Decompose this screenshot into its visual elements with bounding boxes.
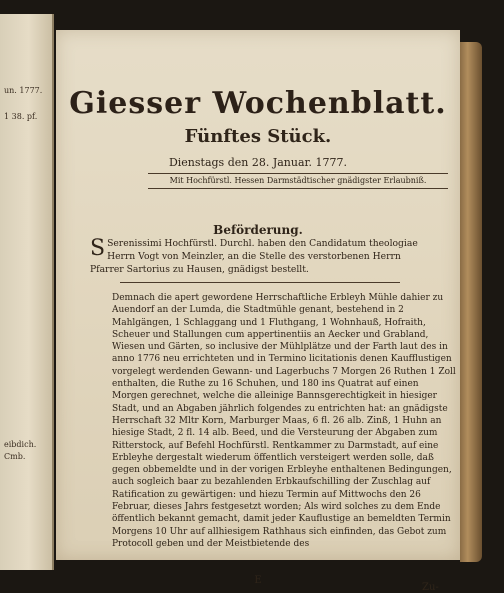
newspaper-title: Giesser Wochenblatt.: [69, 86, 447, 121]
signature-mark: E: [254, 575, 262, 586]
left-margin-line: un. 1777.: [4, 86, 43, 95]
article-promotion: [90, 238, 434, 276]
drop-cap-icon: S: [90, 236, 106, 261]
article-mill-auction: [90, 292, 456, 550]
catchword: Zu-: [422, 582, 439, 593]
newspaper-page: [56, 30, 460, 593]
article-promotion-text: Serenissimi Hochfürstl. Durchl. haben den Candidatum theologiae Herrn Vogt von Meinzler, an die Stelle des verstorbenen Herrn Pfarrer Sartorius zu Hausen, gnädigst bestellt.: [90, 238, 418, 275]
page-edge: [460, 42, 482, 562]
section-divider: [120, 282, 400, 283]
issue-number: Fünftes Stück.: [184, 126, 332, 147]
issue-date: Dienstags den 28. Januar. 1777.: [168, 156, 348, 169]
article-mill-auction-text: Demnach die apert gewordene Herrschaftliche Erbleyh Mühle dahier zu Auendorf an der Lumda, die Stadtmühle genant, bestehend in 2 Mahlgängen, 1 Schlaggang und 1 Fluthgang, 1 Wohnhauß, Hofraith, Scheuer und Stallungen cum appertinentiis an Aecker und Grabland, Wiesen und Gärten, so inclusive der Mühlplätze und der Farth laut des in anno 1776 neu errichteten und in Termino licitationis denen Kaufflustigen vorgelegt werdenden Gewann- und Lagerbuchs 7 Morgen 26 Ruthen 1 Zoll enthalten, die Ruthe zu 16 Schuhen, und 180 ins Quatrat auf einen Morgen gerechnet, welche die alleinige Bannsgerechtigkeit in hiesiger Stadt, und an Abgaben jährlich folgendes zu entrichten hat: an gnädigste Herrschaft 32 Mltr Korn, Marburger Maas, 6 fl. 26 alb. Zinß, 1 Huhn an hiesige Stadt, 2 fl. 14 alb. Beed, und die Versteurung der Abgaben zum Ritterstock, auf Befehl Hochfürstl. Rentkammer zu Darmstadt, auf eine Erbleyhe dergestalt wiederum öffentlich versteigert werden solle, daß gegen obbemeldte und in der vorigen Erbleyhe enthaltenen Bedingungen, auch sogleich baar zu bezahlenden Erbkaufschilling der Zuschlag auf Ratification zu gewärtigen: und hiezu Termin auf Mittwochs den 26 Februar, dieses Jahrs festgesetzt worden; Als wird solches zu dem Ende öffentlich bekannt gemacht, damit jeder Kauflustige an bemeldten Termin Morgens 10 Uhr auf allhiesigem Rathhaus sich einfinden, das Gebot zum Protocoll geben und der Meistbietende des: [112, 293, 456, 549]
left-margin-line: eibdich.: [4, 440, 37, 449]
section-heading: Beförderung.: [213, 223, 303, 237]
facing-page-fragment: [0, 14, 54, 570]
privilege-line: Mit Hochfürstl. Hessen Darmstädtischer gnädigster Erlaubniß.: [148, 173, 448, 189]
left-margin-line: Cmb.: [4, 452, 26, 461]
left-margin-line: 1 38. pf.: [4, 112, 38, 121]
